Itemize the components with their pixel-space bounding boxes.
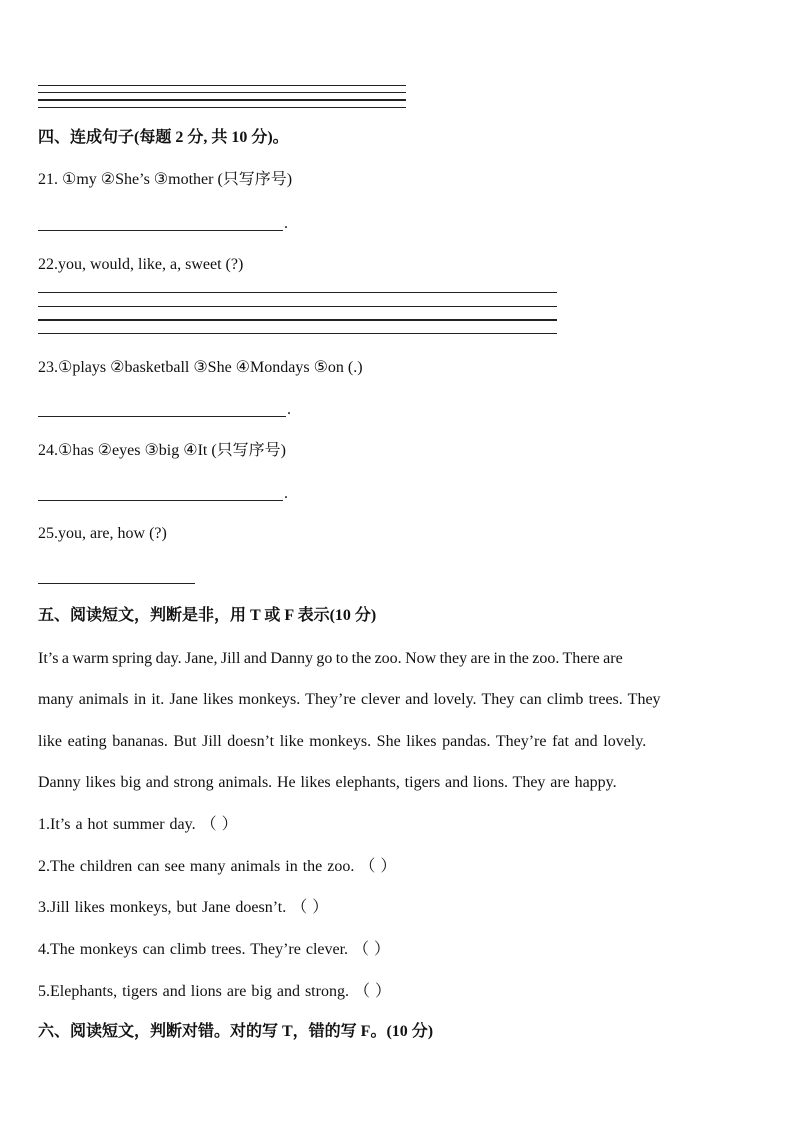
answer-period-23: .: [287, 401, 291, 418]
answer-line-21[interactable]: [38, 230, 283, 231]
judge-item-1: 1.It’s a hot summer day. （ ）: [38, 816, 238, 833]
answer-line-25[interactable]: [38, 583, 195, 584]
question-21: 21. ①my ②She’s ③mother (只写序号): [38, 171, 293, 188]
answer-period-24: .: [284, 485, 288, 502]
judge-item-4: 4.The monkeys can climb trees. They’re clever. （ ）: [38, 941, 391, 958]
section4-heading: 四、连成句子(每题 2 分, 共 10 分)。: [38, 129, 289, 146]
judge-item-2: 2.The children can see many animals in the zoo. （ ）: [38, 858, 397, 875]
writing-line: [38, 107, 406, 108]
answer-period-21: .: [284, 215, 288, 232]
passage-line: many animals in it. Jane likes monkeys. They’re clever and lovely. They can climb trees. They: [38, 691, 661, 708]
question-25: 25.you, are, how (?): [38, 525, 167, 542]
passage-line: It’s a warm spring day. Jane, Jill and Danny go to the zoo. Now they are in the zoo. There are: [38, 650, 623, 667]
passage-line: like eating bananas. But Jill doesn’t like monkeys. She likes pandas. They’re fat and lovely.: [38, 733, 647, 750]
question-24: 24.①has ②eyes ③big ④It (只写序号): [38, 442, 287, 459]
question-23: 23.①plays ②basketball ③She ④Mondays ⑤on (.): [38, 359, 363, 376]
writing-line: [38, 85, 406, 86]
question-22: 22.you, would, like, a, sweet (?): [38, 256, 244, 273]
writing-line: [38, 292, 557, 293]
judge-item-5: 5.Elephants, tigers and lions are big and strong. （ ）: [38, 983, 391, 1000]
answer-line-24[interactable]: [38, 500, 283, 501]
writing-line: [38, 92, 406, 93]
writing-line: [38, 306, 557, 307]
section6-heading: 六、阅读短文，判断对错。对的写 T，错的写 F。(10 分): [38, 1023, 434, 1040]
passage-line: Danny likes big and strong animals. He likes elephants, tigers and lions. They are happy.: [38, 774, 617, 791]
writing-line: [38, 319, 557, 321]
writing-line: [38, 99, 406, 101]
writing-line: [38, 333, 557, 334]
section5-heading: 五、阅读短文，判断是非，用 T 或 F 表示(10 分): [38, 607, 377, 624]
answer-line-23[interactable]: [38, 416, 286, 417]
judge-item-3: 3.Jill likes monkeys, but Jane doesn’t. （ ）: [38, 899, 329, 916]
